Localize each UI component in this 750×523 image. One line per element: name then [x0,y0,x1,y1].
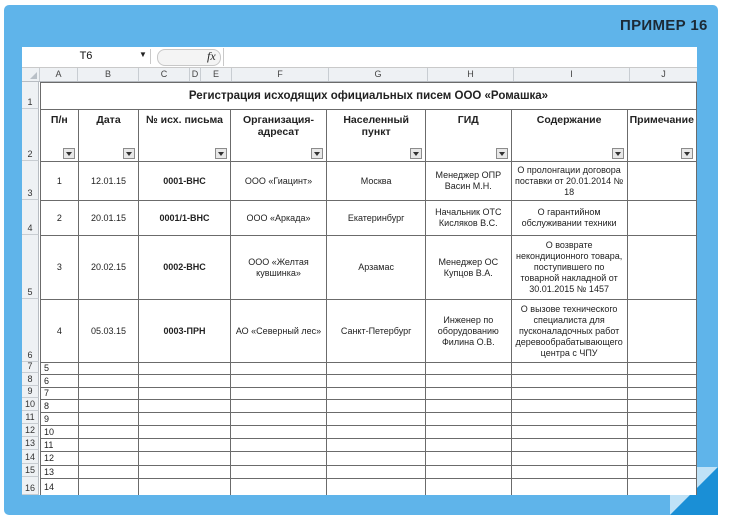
filter-dropdown-icon[interactable] [63,148,75,159]
cell-content[interactable]: О возврате некондиционного товара, поступившего по товарной накладной от 30.01.2015 № 1457 [511,236,627,300]
row-header[interactable]: 6 [22,299,39,362]
filter-dropdown-icon[interactable] [496,148,508,159]
cell-num[interactable]: 2 [41,201,79,236]
filter-dropdown-icon[interactable] [410,148,422,159]
row-header[interactable]: 8 [22,373,39,386]
cell-city[interactable]: Москва [327,162,426,201]
cell-num[interactable]: 11 [41,439,79,452]
row-header[interactable]: 15 [22,464,39,477]
cell-gid[interactable]: Менеджер ОПР Васин М.Н. [425,162,511,201]
cell-ref[interactable]: 0003-ПРН [139,300,230,363]
cell-org[interactable]: АО «Северный лес» [230,300,327,363]
cell-date[interactable]: 05.03.15 [78,300,139,363]
column-header-e[interactable]: E [201,68,232,81]
row-header[interactable]: 12 [22,424,39,437]
cell-num[interactable]: 3 [41,236,79,300]
table-row [41,452,697,466]
table-row [41,479,697,496]
column-header-d[interactable]: D [190,68,201,81]
row-header[interactable]: 3 [22,161,39,200]
column-header-a[interactable]: A [40,68,78,81]
cell-city[interactable]: Екатеринбург [327,201,426,236]
filter-dropdown-icon[interactable] [215,148,227,159]
row-header[interactable]: 2 [22,109,39,161]
header-gid[interactable]: ГИД [425,110,511,162]
spreadsheet [22,47,697,495]
select-all-button[interactable] [22,68,40,81]
cell-num[interactable]: 13 [41,466,79,479]
cell-org[interactable]: ООО «Гиацинт» [230,162,327,201]
row-header[interactable]: 11 [22,411,39,424]
table-row [41,413,697,426]
row-header[interactable]: 9 [22,386,39,398]
row-header[interactable]: 13 [22,437,39,450]
column-header-g[interactable]: G [329,68,428,81]
cell-num[interactable]: 12 [41,452,79,466]
cell-num[interactable]: 5 [41,363,79,375]
cell-gid[interactable]: Менеджер ОС Купцов В.А. [425,236,511,300]
filter-dropdown-icon[interactable] [123,148,135,159]
cell-num[interactable]: 14 [41,479,79,496]
header-city[interactable]: Населенный пункт [327,110,426,162]
header-ref[interactable]: № исх. письма [139,110,230,162]
cell-date[interactable]: 20.02.15 [78,236,139,300]
cell-note[interactable] [627,236,696,300]
table-row [41,466,697,479]
column-header-b[interactable]: B [78,68,139,81]
header-note[interactable]: Примечание [627,110,696,162]
column-header-j[interactable]: J [630,68,697,81]
cell-num[interactable]: 1 [41,162,79,201]
cell-ref[interactable]: 0001-ВНС [139,162,230,201]
cell-note[interactable] [627,162,696,201]
cell-note[interactable] [627,300,696,363]
cell-num[interactable]: 7 [41,388,79,400]
cell-org[interactable]: ООО «Аркада» [230,201,327,236]
filter-dropdown-icon[interactable] [311,148,323,159]
name-box[interactable]: T6 [22,49,151,64]
table-row [41,300,697,363]
cell-num[interactable]: 4 [41,300,79,363]
table-row [41,375,697,388]
cell-ref[interactable]: 0002-ВНС [139,236,230,300]
cell-num[interactable]: 6 [41,375,79,388]
table-row [41,439,697,452]
column-header-i[interactable]: I [514,68,630,81]
cell-date[interactable]: 12.01.15 [78,162,139,201]
column-header-h[interactable]: H [428,68,514,81]
insert-function-icon[interactable]: fx [207,49,216,63]
cell-ref[interactable]: 0001/1-ВНС [139,201,230,236]
table-row [41,201,697,236]
column-headers [22,68,697,82]
cell-gid[interactable]: Инженер по оборудованию Филина О.В. [425,300,511,363]
header-content[interactable]: Содержание [511,110,627,162]
cell-city[interactable]: Арзамас [327,236,426,300]
cell-note[interactable] [627,201,696,236]
cell-content[interactable]: О гарантийном обслуживании техники [511,201,627,236]
row-header[interactable]: 4 [22,200,39,235]
filter-dropdown-icon[interactable] [681,148,693,159]
table-row [41,400,697,413]
row-header[interactable]: 14 [22,450,39,464]
cell-city[interactable]: Санкт-Петербург [327,300,426,363]
cell-date[interactable]: 20.01.15 [78,201,139,236]
table-row [41,236,697,300]
header-num[interactable]: П/н [41,110,79,162]
formula-input[interactable] [227,49,692,64]
row-header[interactable]: 5 [22,235,39,299]
table-row [41,162,697,201]
filter-dropdown-icon[interactable] [612,148,624,159]
cell-num[interactable]: 8 [41,400,79,413]
cell-content[interactable]: О вызове технического специалиста для пусконаладочных работ деревообрабатывающего центра с ЧПУ [511,300,627,363]
header-date[interactable]: Дата [78,110,139,162]
column-header-f[interactable]: F [232,68,329,81]
row-header[interactable]: 7 [22,362,39,373]
cell-content[interactable]: О пролонгации договора поставки от 20.01.2014 № 18 [511,162,627,201]
table-row [41,426,697,439]
table-row [41,363,697,375]
name-box-dropdown-icon[interactable]: ▼ [139,50,147,59]
header-org[interactable]: Организация-адресат [230,110,327,162]
table-row [41,388,697,400]
row-header[interactable]: 1 [22,82,39,109]
example-title: ПРИМЕР 16 [620,17,708,34]
letters-register-table [40,82,697,495]
row-header[interactable]: 16 [22,477,39,495]
cell-org[interactable]: ООО «Желтая кувшинка» [230,236,327,300]
column-header-c[interactable]: C [139,68,190,81]
cell-num[interactable]: 10 [41,426,79,439]
cell-gid[interactable]: Начальник ОТС Кисляков В.С. [425,201,511,236]
cell-num[interactable]: 9 [41,413,79,426]
row-header[interactable]: 10 [22,398,39,411]
formula-bar [22,47,697,68]
table-title[interactable]: Регистрация исходящих официальных писем ООО «Ромашка» [41,83,697,110]
